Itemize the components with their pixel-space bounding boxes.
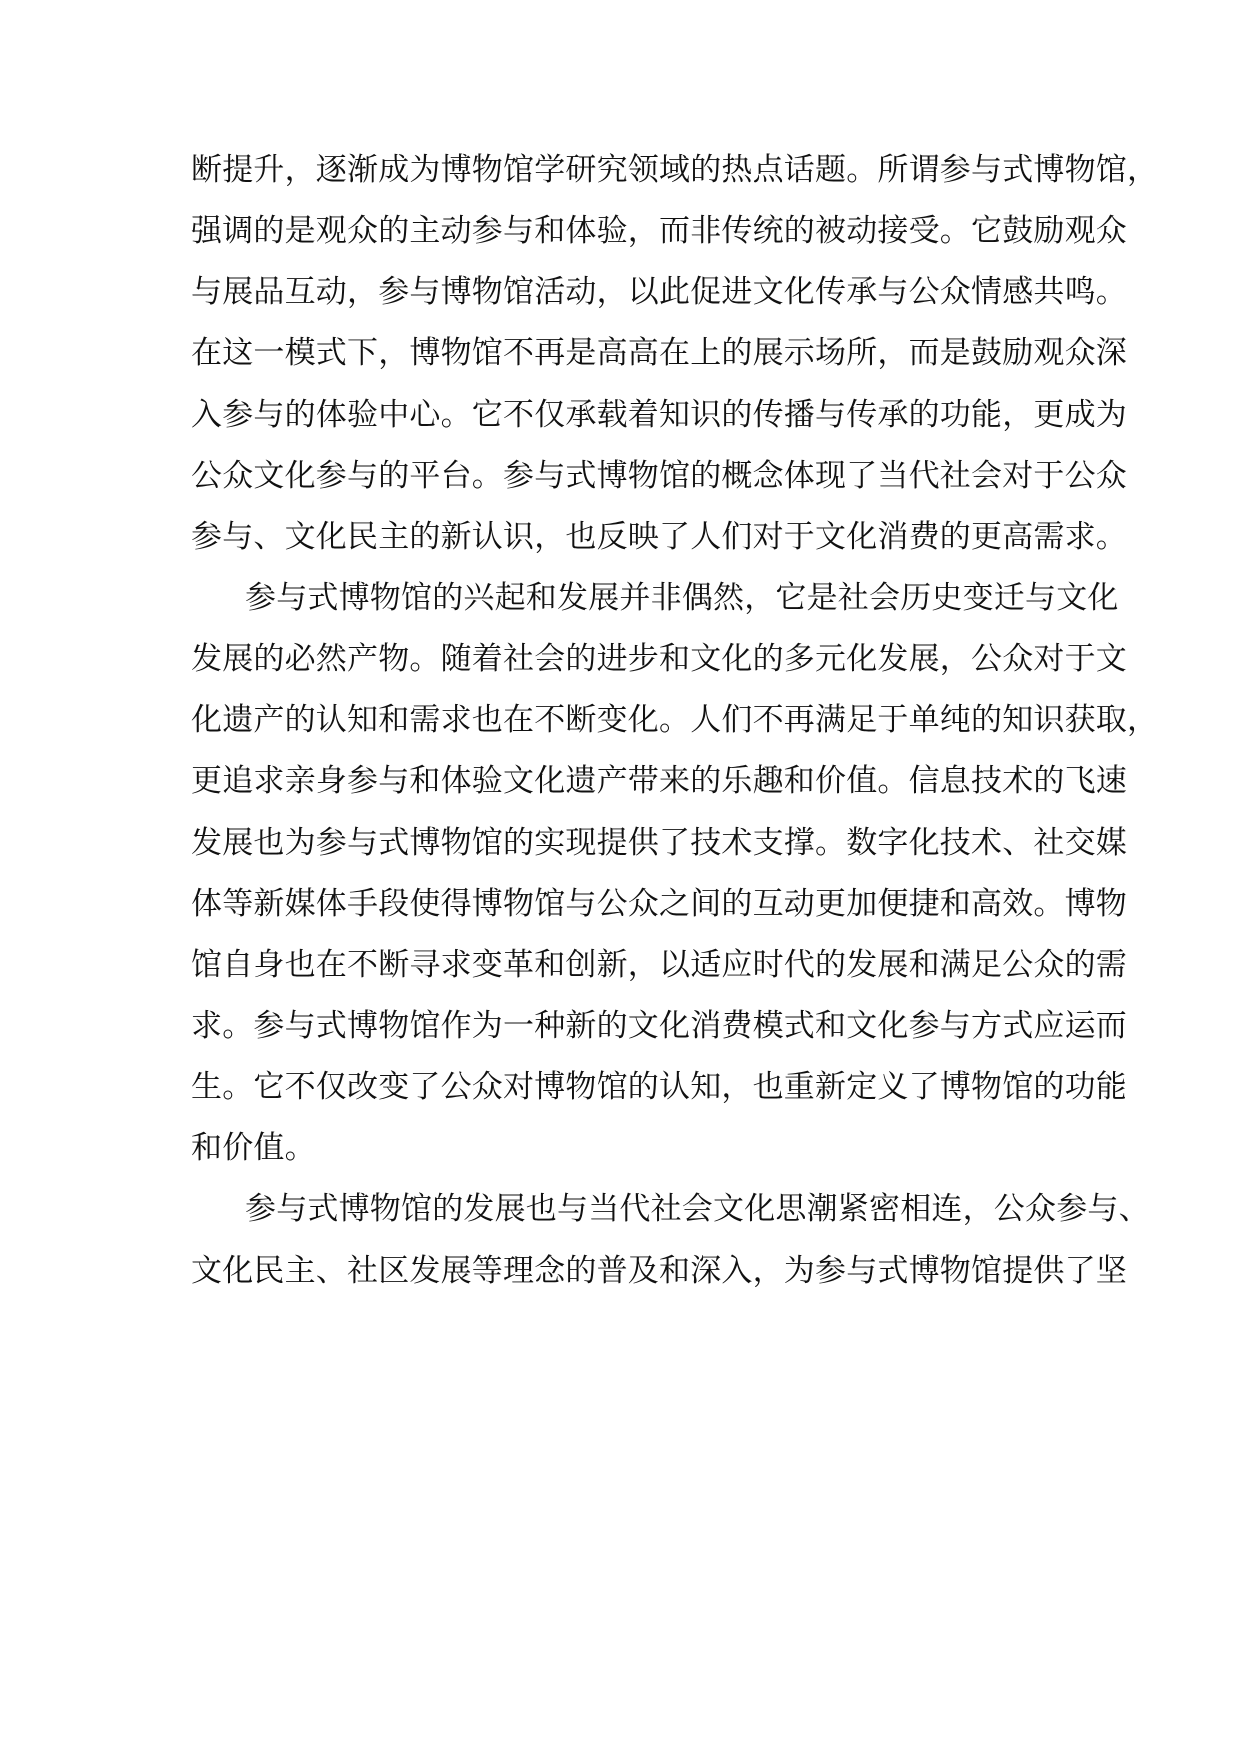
body-text: [191, 140, 1159, 1302]
text-line: 更追求亲身参与和体验文化遗产带来的乐趣和价值。信息技术的飞速: [191, 763, 1127, 800]
text-line: 馆自身也在不断寻求变革和创新，以适应时代的发展和满足公众的需: [191, 946, 1127, 983]
text-line: 与展品互动，参与博物馆活动，以此促进文化传承与公众情感共鸣。: [191, 274, 1127, 311]
text-line: 生。它不仅改变了公众对博物馆的认知，也重新定义了博物馆的功能: [191, 1069, 1127, 1106]
text-line: 发展也为参与式博物馆的实现提供了技术支撑。数字化技术、社交媒: [191, 824, 1127, 861]
text-line: 公众文化参与的平台。参与式博物馆的概念体现了当代社会对于公众: [191, 457, 1127, 494]
text-line: 体等新媒体手段使得博物馆与公众之间的互动更加便捷和高效。博物: [191, 885, 1127, 922]
text-line: 入参与的体验中心。它不仅承载着知识的传播与传承的功能，更成为: [191, 396, 1127, 433]
text-line: 发展的必然产物。随着社会的进步和文化的多元化发展，公众对于文: [191, 641, 1127, 678]
text-line: 化遗产的认知和需求也在不断变化。人们不再满足于单纯的知识获取，: [191, 702, 1159, 739]
text-line: 强调的是观众的主动参与和体验，而非传统的被动接受。它鼓励观众: [191, 213, 1127, 250]
text-line: 求。参与式博物馆作为一种新的文化消费模式和文化参与方式应运而: [191, 1007, 1127, 1044]
text-line: 断提升，逐渐成为博物馆学研究领域的热点话题。所谓参与式博物馆，: [191, 152, 1159, 188]
text-line: 和价值。: [191, 1130, 316, 1167]
text-line: 文化民主、社区发展等理念的普及和深入，为参与式博物馆提供了坚: [191, 1252, 1127, 1289]
text-line: 参与、文化民主的新认识，也反映了人们对于文化消费的更高需求。: [191, 518, 1127, 555]
paragraph-first-line: 参与式博物馆的发展也与当代社会文化思潮紧密相连，公众参与、: [245, 1191, 1150, 1228]
text-line: 在这一模式下，博物馆不再是高高在上的展示场所，而是鼓励观众深: [191, 335, 1127, 372]
paragraph-first-line: 参与式博物馆的兴起和发展并非偶然，它是社会历史变迁与文化: [245, 579, 1119, 616]
